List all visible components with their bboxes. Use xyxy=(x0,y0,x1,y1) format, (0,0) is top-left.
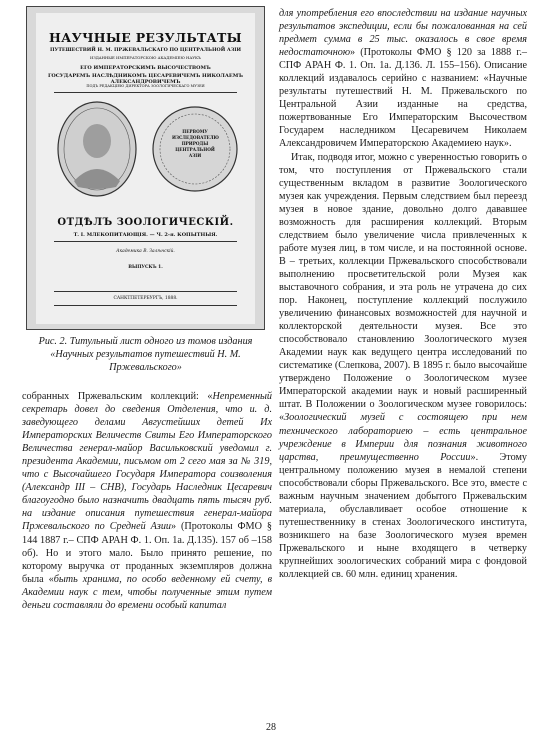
quote-italic: быть хранима, по особо веденному ей счету, в Академии наук с тем, чтобы полученные этим путем деньги составляли до времени особый капитал xyxy=(22,573,272,611)
scan-line4: ЕГО ИМПЕРАТОРСКИМЪ ВЫСОЧЕСТВОМЪ xyxy=(80,65,211,71)
paragraph xyxy=(279,151,527,582)
text-run: » (Протоколы ФМО § 144 1887 г.– СПФ АРАН Ф. 1. Оп. 1а. Д.135). 157 об –158 об). Но и этого мало. Было принято решение, по которому выручка от проданных экземпляров должна была « xyxy=(22,521,273,585)
left-column-text xyxy=(22,390,272,612)
scan-issue: ВЫПУСКЪ 1. xyxy=(128,265,163,270)
scan-city: САНКТПЕТЕРБУРГЪ, 1888. xyxy=(113,296,178,301)
scanned-title-page xyxy=(36,13,255,324)
paragraph xyxy=(279,7,527,151)
quote-italic: Зоологический музей с состоящею при нем технического лабораториею – есть центральное учреждение в Империи для познания животного царства, преимущественно России xyxy=(279,412,527,463)
scan-line5: ГОСУДАРЕМЪ НАСЛѢДНИКОМЪ ЦЕСАРЕВИЧЕМЪ НИКОЛАЕМЪ АЛЕКСАНДРОВИЧЕМЪ xyxy=(47,73,244,85)
scan-medal-text: ПЕРВОМУ ИЗСЛЕДОВАТЕЛЮ ПРИРОДЫ ЦЕНТРАЛЬНОЙ АЗІИ xyxy=(172,129,219,158)
scan-line3: ИЗДАННЫЕ ИМПЕРАТОРСКОЮ АКАДЕМІЕЮ НАУКЪ xyxy=(90,55,201,60)
scan-volume: Т. I. МЛЕКОПИТАЮЩІЯ. — Ч. 2-я. КОПЫТНЫЯ. xyxy=(73,232,218,238)
page-number: 28 xyxy=(266,722,276,733)
scan-title: НАУЧНЫЕ РЕЗУЛЬТАТЫ xyxy=(49,30,242,45)
quote-italic: для употребления его впоследствии на издание научных результатов экспедиции, если бы пожалованная на сей предмет сумма в 25 тыс. оказалось в свое время недостаточною xyxy=(279,8,527,59)
text-run: » (Протоколы ФМО § 120 за 1888 г.– СПФ АРАН Ф. 1. Оп. 1а. Д.136. Л. 155–156). Описание коллекций издавалось серийно с названием: «Научные результаты путешествий Н. М. Пржевальского по Центральной Азии изданные на средства, пожертвованные Его Императорским Высочеством Государем наследником Цесаревичем Николаем Александровичем Императорскою Академиею наук». xyxy=(279,47,527,150)
scan-line6: ПОДЪ РЕДАКЦІЕЮ ДИРЕКТОРА ЗООЛОГИЧЕСКАГО МУЗЕЯ xyxy=(86,84,205,88)
figure-caption: Рис. 2. Титульный лист одного из томов издания «Научных результатов путешествий Н. М. Пржевальского» xyxy=(38,336,253,374)
text-run: ». Этому центральному положению музея в немалой степени способствовали сборы Пржевальского. Все это, вместе с важным научным значением добытого Пржевальским материала, обуславливает особое отношение к путешественнику в стенах Зоологического института, возникшего на базе Зоологического музея времен Пржевальского и ныне входящего в четверку крупнейших зоологических собраний мира с фондовой коллекцией св. 60 млн. единиц хранения. xyxy=(279,451,528,581)
figure-image xyxy=(26,6,265,330)
medal-portrait-icon xyxy=(56,99,138,199)
scan-subtitle: ПУТЕШЕСТВИЙ Н. М. ПРЖЕВАЛЬСКАГО ПО ЦЕНТРАЛЬНОЙ АЗІИ xyxy=(49,47,242,53)
right-column-text xyxy=(279,7,527,581)
text-run: Итак, подводя итог, можно с уверенностью говорить о том, что поступления от Пржевальского стали существенным вкладом в развитие Зоологического музея как учреждения. Первым следствием был переезд музея в новое здание, довольно долго дававшее возможность для расширения коллекций. Вторым следствием было увеличение числа привлеченных к работе музея лиц, в том числе, и на постоянной основе. В – третьих, коллекции Пржевальского способствовали выполнению просветительской роли Музея как выставочного собрания, и эта роль не утрачена до сих пор. Наконец, поступление коллекций послужило увеличению финансовых возможностей для научной и коллекторской деятельности музея. Все это способствовало становлению Зоологического музея Академии наук как ведущего центра исследований по систематике (Слепкова, 2007). В 1895 г. было высочайше утверждено Положение о Зоологическом музее Императорской академии наук и новый расширенный штат. В Положении о Зоологическом музее говорилось: « xyxy=(279,151,527,424)
scan-section: ОТДѢЛЪ ЗООЛОГИЧЕСКІЙ. xyxy=(57,217,234,228)
quote-italic: Непременный секретарь довел до сведения Отделения, что и. д. заведующего делами Августейших детей Их Императорских Величеств Свиты Его Императорского Величества генерал-майор Васильковский уведомил г. президента Академии, письмом от 2 сего мая за № 319, что с Высочайшего Государя Императора соизволения (Александр III – СНВ), Государь Наследник Цесаревич благоугодно было назначить двадцать пять тысяч руб. на издание описания путешествия генерал-майора Пржевальского по Средней Азии xyxy=(22,391,272,533)
paragraph xyxy=(22,390,272,612)
scan-author: Академика В. Залѣнскій. xyxy=(116,249,175,254)
text-run: собранных Пржевальским коллекций: « xyxy=(22,391,213,402)
